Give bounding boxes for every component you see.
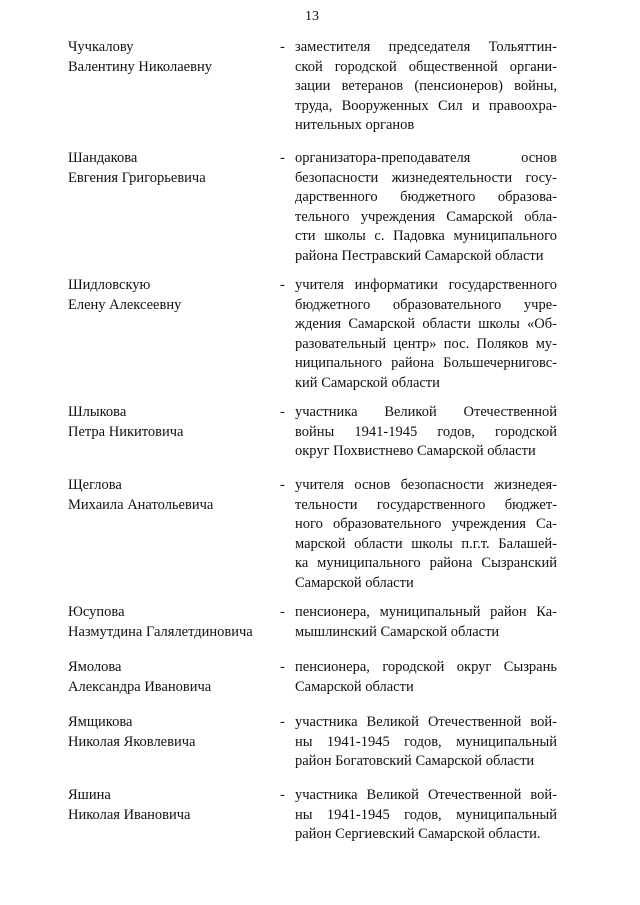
description-line: мышлинский Самарской области [295,623,500,640]
given-names: Валентину Николаевну [68,58,212,75]
description-line: организатора-преподавателя основ [295,150,557,166]
surname: Ямщикова [68,714,133,730]
recipient-name [68,786,278,825]
dash: - [280,659,285,675]
description-line: тельного учреждения Самарской обла- [295,208,557,225]
recipient-name [68,476,278,515]
description-line: Самарской области [295,678,414,695]
description-line: кий Самарской области [295,374,440,391]
description-line: ны 1941-1945 годов, муниципальный [295,733,557,750]
description-line: сти школы с. Падовка муниципального [295,228,557,244]
description-line: Самарской области [295,574,414,591]
description-line: пенсионера, городской округ Сызрань [295,659,557,675]
given-names: Александра Ивановича [68,678,212,695]
description-line: район Богатовский Самарской области [295,753,535,769]
recipient-description [295,149,557,266]
description-line: тельности государственного бюджет- [295,496,557,513]
description-line: участника Великой Отечественной [295,404,557,420]
recipient-description [295,476,557,593]
description-line: района Пестравский Самарской области [295,247,544,264]
dash: - [280,150,285,166]
description-line: ка муниципального района Сызранский [295,555,557,571]
dash: - [280,787,285,803]
description-line: ниципального района Большечерниговс- [295,355,557,371]
recipient-description [295,403,557,462]
description-line: участника Великой Отечественной вой- [295,787,557,803]
given-names: Елену Алексеевну [68,296,182,313]
description-line: марской области школы п.г.т. Балашей- [295,535,557,552]
surname: Чучкалову [68,39,134,55]
given-names: Евгения Григорьевича [68,169,206,186]
recipient-name [68,603,278,642]
recipient-name [68,658,278,697]
description-line: войны 1941-1945 годов, городской [295,423,557,440]
surname: Ямолова [68,659,122,675]
description-line: безопасности жизнедеятельности госу- [295,169,557,186]
dash: - [280,39,285,55]
description-line: дарственного бюджетного образова- [295,189,557,205]
description-line: учителя информатики государственного [295,277,557,293]
given-names: Петра Никитовича [68,423,184,440]
recipient-description [295,713,557,772]
surname: Шандакова [68,150,138,166]
surname: Яшина [68,787,111,803]
recipient-name [68,38,278,77]
recipient-description [295,658,557,697]
description-line: заместителя председателя Тольяттин- [295,39,557,55]
description-line: округ Похвистнево Самарской области [295,443,536,459]
page-number: 13 [305,9,319,24]
description-line: ской городской общественной органи- [295,58,557,75]
recipient-description [295,786,557,845]
description-line: учителя основ безопасности жизнедея- [295,477,557,493]
description-line: пенсионера, муниципальный район Ка- [295,604,557,620]
description-line: разовательный центр» пос. Поляков му- [295,335,557,352]
surname: Шлыкова [68,404,127,420]
recipient-description [295,276,557,393]
recipient-name [68,713,278,752]
recipient-description [295,38,557,136]
recipient-name [68,149,278,188]
given-names: Николая Ивановича [68,806,191,823]
recipient-name [68,403,278,442]
description-line: ного образовательного учреждения Са- [295,516,557,532]
description-line: ждения Самарской области школы «Об- [295,316,557,332]
dash: - [280,604,285,620]
recipient-name [68,276,278,315]
description-line: труда, Вооруженных Сил и правоохра- [295,97,557,114]
dash: - [280,277,285,293]
surname: Юсупова [68,604,125,620]
given-names: Назмутдина Галялетдиновича [68,623,253,640]
description-line: район Сергиевский Самарской области. [295,826,541,842]
given-names: Николая Яковлевича [68,733,196,750]
description-line: участника Великой Отечественной вой- [295,714,557,730]
surname: Шидловскую [68,277,151,293]
recipient-description [295,603,557,642]
dash: - [280,404,285,420]
dash: - [280,477,285,493]
description-line: зации ветеранов (пенсионеров) войны, [295,78,557,94]
given-names: Михаила Анатольевича [68,496,214,513]
surname: Щеглова [68,477,122,493]
description-line: бюджетного образовательного учре- [295,296,557,313]
description-line: ны 1941-1945 годов, муниципальный [295,806,557,823]
dash: - [280,714,285,730]
description-line: нительных органов [295,117,415,133]
